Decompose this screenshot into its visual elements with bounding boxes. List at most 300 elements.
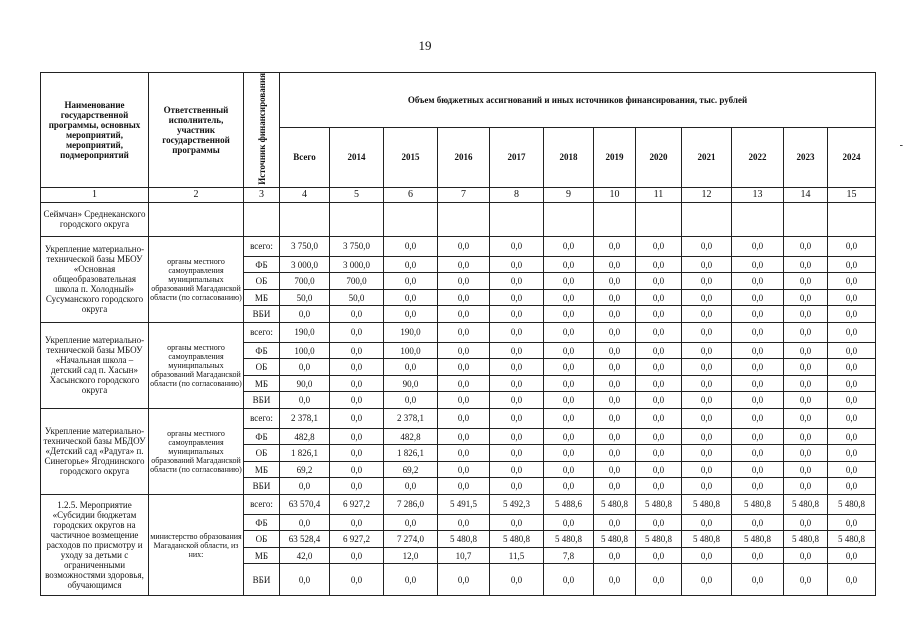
value-cell: 5 480,8 <box>594 531 636 548</box>
column-number: 3 <box>244 187 280 202</box>
value-cell: 0,0 <box>636 342 682 359</box>
value-cell: 0,0 <box>280 564 330 596</box>
value-cell: 0,0 <box>438 564 490 596</box>
value-cell: 0,0 <box>330 359 384 376</box>
value-cell: 0,0 <box>594 256 636 273</box>
value-cell: 0,0 <box>784 359 828 376</box>
value-cell: 0,0 <box>330 375 384 392</box>
year-header: 2021 <box>682 128 732 188</box>
value-cell: 3 750,0 <box>330 236 384 256</box>
value-cell: 0,0 <box>784 236 828 256</box>
column-number: 9 <box>544 187 594 202</box>
value-cell: 0,0 <box>330 322 384 342</box>
table-row <box>41 236 876 256</box>
source-cell: ОБ <box>244 531 280 548</box>
source-cell: ОБ <box>244 273 280 290</box>
value-cell: 0,0 <box>438 306 490 323</box>
year-header: 2017 <box>490 128 544 188</box>
value-cell: 0,0 <box>828 273 876 290</box>
source-cell: МБ <box>244 375 280 392</box>
value-cell: 3 750,0 <box>280 236 330 256</box>
value-cell: 0,0 <box>490 289 544 306</box>
value-cell: 0,0 <box>828 342 876 359</box>
year-header: 2019 <box>594 128 636 188</box>
value-cell: 0,0 <box>784 322 828 342</box>
value-cell: 69,2 <box>280 461 330 478</box>
value-cell: 0,0 <box>384 478 438 495</box>
value-cell: 5 480,8 <box>784 494 828 514</box>
column-number: 15 <box>828 187 876 202</box>
value-cell: 0,0 <box>438 236 490 256</box>
value-cell: 0,0 <box>490 445 544 462</box>
value-cell: 482,8 <box>384 428 438 445</box>
value-cell: 0,0 <box>732 322 784 342</box>
value-cell: 0,0 <box>384 564 438 596</box>
value-cell: 0,0 <box>682 375 732 392</box>
value-cell: 0,0 <box>636 359 682 376</box>
value-cell: 0,0 <box>384 256 438 273</box>
column-number: 12 <box>682 187 732 202</box>
value-cell: 0,0 <box>438 461 490 478</box>
value-cell: 0,0 <box>330 428 384 445</box>
value-cell: 0,0 <box>438 392 490 409</box>
value-cell: 0,0 <box>732 428 784 445</box>
value-cell: 0,0 <box>438 408 490 428</box>
value-cell: 0,0 <box>438 445 490 462</box>
value-cell: 0,0 <box>636 478 682 495</box>
value-cell: 0,0 <box>490 514 544 531</box>
value-cell: 0,0 <box>682 547 732 564</box>
value-cell: 90,0 <box>384 375 438 392</box>
value-cell: 0,0 <box>594 273 636 290</box>
value-cell: 0,0 <box>544 564 594 596</box>
value-cell: 0,0 <box>828 322 876 342</box>
value-cell: 0,0 <box>636 256 682 273</box>
value-cell: 0,0 <box>490 375 544 392</box>
value-cell: 0,0 <box>330 547 384 564</box>
value-cell: 0,0 <box>682 392 732 409</box>
value-cell: 63 570,4 <box>280 494 330 514</box>
value-cell: 0,0 <box>682 306 732 323</box>
value-cell: 0,0 <box>594 514 636 531</box>
value-cell: 0,0 <box>544 392 594 409</box>
value-cell: 0,0 <box>784 256 828 273</box>
value-cell: 0,0 <box>438 256 490 273</box>
source-cell: всего: <box>244 408 280 428</box>
column-number: 4 <box>280 187 330 202</box>
value-cell: 5 480,8 <box>636 531 682 548</box>
value-cell: 0,0 <box>438 273 490 290</box>
budget-table <box>40 72 876 596</box>
year-header: 2024 <box>828 128 876 188</box>
value-cell: 0,0 <box>732 514 784 531</box>
value-cell: 0,0 <box>544 514 594 531</box>
value-cell: 0,0 <box>490 392 544 409</box>
value-cell: 0,0 <box>636 236 682 256</box>
value-cell: 0,0 <box>732 289 784 306</box>
program-name-cell: Укрепление материально-технической базы МБОУ «Начальная школа – детский сад п. Хасын» Хасынского городского округа <box>41 322 149 408</box>
value-cell: 0,0 <box>732 408 784 428</box>
value-cell: 90,0 <box>280 375 330 392</box>
responsible-cell: министерство образования Магаданской области, из них: <box>149 494 244 596</box>
col-header-responsible: Ответственный исполнитель, участник государственной программы <box>149 73 244 188</box>
value-cell: 0,0 <box>828 478 876 495</box>
value-cell: 0,0 <box>490 273 544 290</box>
value-cell: 0,0 <box>636 322 682 342</box>
value-cell: 0,0 <box>330 392 384 409</box>
column-number: 5 <box>330 187 384 202</box>
value-cell: 0,0 <box>636 547 682 564</box>
source-cell: всего: <box>244 494 280 514</box>
value-cell: 0,0 <box>636 461 682 478</box>
value-cell: 0,0 <box>828 461 876 478</box>
value-cell: 7,8 <box>544 547 594 564</box>
value-cell: 0,0 <box>682 236 732 256</box>
value-cell: 0,0 <box>330 514 384 531</box>
value-cell: 0,0 <box>784 461 828 478</box>
value-cell: 50,0 <box>330 289 384 306</box>
year-header: 2018 <box>544 128 594 188</box>
value-cell: 5 492,3 <box>490 494 544 514</box>
value-cell: 69,2 <box>384 461 438 478</box>
value-cell: 0,0 <box>784 342 828 359</box>
value-cell: 0,0 <box>784 564 828 596</box>
value-cell: 0,0 <box>594 408 636 428</box>
value-cell: 5 480,8 <box>438 531 490 548</box>
value-cell: 0,0 <box>384 306 438 323</box>
value-cell: 0,0 <box>544 322 594 342</box>
value-cell: 0,0 <box>490 236 544 256</box>
value-cell: 0,0 <box>330 461 384 478</box>
value-cell: 0,0 <box>828 392 876 409</box>
source-cell: ВБИ <box>244 478 280 495</box>
table-row <box>41 408 876 428</box>
value-cell: 0,0 <box>636 289 682 306</box>
value-cell: 0,0 <box>732 273 784 290</box>
value-cell: 0,0 <box>828 514 876 531</box>
value-cell: 0,0 <box>784 428 828 445</box>
value-cell: 7 274,0 <box>384 531 438 548</box>
value-cell: 0,0 <box>784 375 828 392</box>
source-cell: ОБ <box>244 359 280 376</box>
value-cell: 5 480,8 <box>732 494 784 514</box>
value-cell: 0,0 <box>438 478 490 495</box>
value-cell: 100,0 <box>384 342 438 359</box>
value-cell: 0,0 <box>544 256 594 273</box>
value-cell: 0,0 <box>732 445 784 462</box>
value-cell: 0,0 <box>330 564 384 596</box>
value-cell: 0,0 <box>828 359 876 376</box>
table-row <box>41 494 876 514</box>
responsible-cell: органы местного самоуправления муниципальных образований Магаданской области (по согласованию) <box>149 408 244 494</box>
value-cell: 0,0 <box>544 461 594 478</box>
value-cell: 0,0 <box>636 375 682 392</box>
value-cell: 0,0 <box>784 445 828 462</box>
table-row <box>41 322 876 342</box>
value-cell: 0,0 <box>594 306 636 323</box>
source-cell: всего: <box>244 322 280 342</box>
value-cell: 0,0 <box>732 547 784 564</box>
value-cell: 0,0 <box>636 273 682 290</box>
source-cell: ФБ <box>244 256 280 273</box>
source-cell: ВБИ <box>244 306 280 323</box>
year-header: 2022 <box>732 128 784 188</box>
value-cell: 700,0 <box>330 273 384 290</box>
value-cell: 0,0 <box>490 428 544 445</box>
value-cell: 0,0 <box>636 408 682 428</box>
source-cell: всего: <box>244 236 280 256</box>
value-cell: 0,0 <box>594 445 636 462</box>
source-cell: ОБ <box>244 445 280 462</box>
value-cell: 0,0 <box>636 445 682 462</box>
column-number: 8 <box>490 187 544 202</box>
program-name-cell: Укрепление материально-технической базы МБОУ «Основная общеобразовательная школа п. Холодный» Сусуманского городского округа <box>41 236 149 322</box>
value-cell: 0,0 <box>828 375 876 392</box>
value-cell: 0,0 <box>544 342 594 359</box>
value-cell: 0,0 <box>828 428 876 445</box>
value-cell: 0,0 <box>544 375 594 392</box>
value-cell: 0,0 <box>732 342 784 359</box>
value-cell: 0,0 <box>438 359 490 376</box>
value-cell: 0,0 <box>636 306 682 323</box>
value-cell: 0,0 <box>732 478 784 495</box>
value-cell: 0,0 <box>490 322 544 342</box>
value-cell: 190,0 <box>384 322 438 342</box>
value-cell: 0,0 <box>594 322 636 342</box>
value-cell: 5 480,8 <box>594 494 636 514</box>
value-cell: 0,0 <box>594 478 636 495</box>
value-cell: 0,0 <box>682 564 732 596</box>
value-cell: 0,0 <box>280 359 330 376</box>
value-cell: 0,0 <box>594 375 636 392</box>
value-cell: 0,0 <box>490 564 544 596</box>
value-cell: 50,0 <box>280 289 330 306</box>
source-cell: ВБИ <box>244 392 280 409</box>
source-cell: МБ <box>244 461 280 478</box>
source-cell: МБ <box>244 547 280 564</box>
value-cell: 0,0 <box>280 392 330 409</box>
value-cell: 0,0 <box>682 256 732 273</box>
value-cell: 0,0 <box>682 342 732 359</box>
value-cell: 0,0 <box>828 564 876 596</box>
col-header-name: Наименование государственной программы, основных мероприятий, мероприятий, подмероприятий <box>41 73 149 188</box>
responsible-cell: органы местного самоуправления муниципальных образований Магаданской области (по согласованию) <box>149 236 244 322</box>
value-cell: 0,0 <box>384 236 438 256</box>
value-cell: 0,0 <box>490 306 544 323</box>
value-cell: 700,0 <box>280 273 330 290</box>
column-number: 13 <box>732 187 784 202</box>
value-cell: 0,0 <box>682 478 732 495</box>
value-cell: 0,0 <box>732 306 784 323</box>
value-cell: 0,0 <box>732 461 784 478</box>
value-cell: 0,0 <box>438 428 490 445</box>
column-number: 11 <box>636 187 682 202</box>
intro-row <box>41 202 876 236</box>
value-cell: 0,0 <box>544 236 594 256</box>
page-number: 19 <box>418 38 432 53</box>
source-cell: ВБИ <box>244 564 280 596</box>
value-cell: 0,0 <box>594 236 636 256</box>
col-header-volume: Объем бюджетных ассигнований и иных источников финансирования, тыс. рублей <box>280 73 876 128</box>
value-cell: 0,0 <box>594 342 636 359</box>
value-cell: 0,0 <box>330 342 384 359</box>
value-cell: 0,0 <box>784 408 828 428</box>
column-number: 6 <box>384 187 438 202</box>
value-cell: 0,0 <box>544 428 594 445</box>
value-cell: 0,0 <box>828 236 876 256</box>
value-cell: 0,0 <box>784 289 828 306</box>
value-cell: 0,0 <box>784 478 828 495</box>
value-cell: 6 927,2 <box>330 531 384 548</box>
value-cell: 0,0 <box>544 273 594 290</box>
column-number: 7 <box>438 187 490 202</box>
source-cell: ФБ <box>244 342 280 359</box>
value-cell: 0,0 <box>732 236 784 256</box>
value-cell: 0,0 <box>732 256 784 273</box>
value-cell: 5 480,8 <box>732 531 784 548</box>
value-cell: 0,0 <box>544 478 594 495</box>
program-name-cell: 1.2.5. Мероприятие «Субсидии бюджетам городских округов на частичное возмещение расходов по присмотру и уходу за детьми с ограниченными возможностями здоровья, обучающимся <box>41 494 149 596</box>
value-cell: 0,0 <box>682 322 732 342</box>
value-cell: 0,0 <box>732 375 784 392</box>
value-cell: 0,0 <box>544 408 594 428</box>
value-cell: 42,0 <box>280 547 330 564</box>
source-cell: ФБ <box>244 428 280 445</box>
value-cell: 5 491,5 <box>438 494 490 514</box>
value-cell: 0,0 <box>438 375 490 392</box>
value-cell: 1 826,1 <box>384 445 438 462</box>
value-cell: 0,0 <box>544 359 594 376</box>
value-cell: 0,0 <box>594 359 636 376</box>
value-cell: 0,0 <box>682 461 732 478</box>
value-cell: 0,0 <box>280 514 330 531</box>
value-cell: 0,0 <box>682 445 732 462</box>
value-cell: 0,0 <box>636 564 682 596</box>
value-cell: 6 927,2 <box>330 494 384 514</box>
column-number: 10 <box>594 187 636 202</box>
value-cell: 0,0 <box>438 514 490 531</box>
program-name-cell: Укрепление материально-технической базы МБДОУ «Детский сад «Радуга» п. Синегорье» Ягоднинского городского округа <box>41 408 149 494</box>
value-cell: 0,0 <box>732 392 784 409</box>
value-cell: 7 286,0 <box>384 494 438 514</box>
value-cell: 0,0 <box>828 547 876 564</box>
year-header: Всего <box>280 128 330 188</box>
year-header: 2015 <box>384 128 438 188</box>
value-cell: 190,0 <box>280 322 330 342</box>
value-cell: 5 480,8 <box>828 531 876 548</box>
responsible-cell: органы местного самоуправления муниципальных образований Магаданской области (по согласованию) <box>149 322 244 408</box>
year-header: 2016 <box>438 128 490 188</box>
margin-mark: - <box>899 140 903 151</box>
value-cell: 0,0 <box>490 359 544 376</box>
value-cell: 0,0 <box>828 445 876 462</box>
value-cell: 0,0 <box>682 273 732 290</box>
value-cell: 5 480,8 <box>784 531 828 548</box>
value-cell: 0,0 <box>636 428 682 445</box>
value-cell: 0,0 <box>784 392 828 409</box>
source-cell: ФБ <box>244 514 280 531</box>
value-cell: 0,0 <box>280 478 330 495</box>
value-cell: 0,0 <box>828 289 876 306</box>
value-cell: 0,0 <box>784 273 828 290</box>
value-cell: 0,0 <box>682 289 732 306</box>
value-cell: 0,0 <box>732 564 784 596</box>
column-number: 1 <box>41 187 149 202</box>
value-cell: 12,0 <box>384 547 438 564</box>
value-cell: 0,0 <box>594 547 636 564</box>
value-cell: 0,0 <box>330 445 384 462</box>
value-cell: 3 000,0 <box>280 256 330 273</box>
value-cell: 0,0 <box>732 359 784 376</box>
value-cell: 0,0 <box>544 306 594 323</box>
value-cell: 0,0 <box>636 392 682 409</box>
value-cell: 0,0 <box>682 428 732 445</box>
value-cell: 0,0 <box>330 478 384 495</box>
value-cell: 0,0 <box>682 408 732 428</box>
value-cell: 11,5 <box>490 547 544 564</box>
value-cell: 482,8 <box>280 428 330 445</box>
value-cell: 0,0 <box>384 289 438 306</box>
value-cell: 0,0 <box>594 428 636 445</box>
value-cell: 0,0 <box>594 392 636 409</box>
value-cell: 0,0 <box>384 273 438 290</box>
value-cell: 0,0 <box>682 514 732 531</box>
value-cell: 0,0 <box>490 461 544 478</box>
value-cell: 0,0 <box>544 289 594 306</box>
column-number: 14 <box>784 187 828 202</box>
value-cell: 3 000,0 <box>330 256 384 273</box>
value-cell: 10,7 <box>438 547 490 564</box>
value-cell: 5 480,8 <box>490 531 544 548</box>
year-header: 2014 <box>330 128 384 188</box>
value-cell: 0,0 <box>828 306 876 323</box>
year-header: 2020 <box>636 128 682 188</box>
value-cell: 0,0 <box>784 547 828 564</box>
value-cell: 5 480,8 <box>544 531 594 548</box>
value-cell: 0,0 <box>636 514 682 531</box>
value-cell: 0,0 <box>384 359 438 376</box>
value-cell: 2 378,1 <box>280 408 330 428</box>
intro-cell: Сеймчан» Среднеканского городского округа <box>41 202 149 236</box>
value-cell: 0,0 <box>490 408 544 428</box>
col-header-source: Источник финансирования <box>244 73 280 188</box>
value-cell: 0,0 <box>384 514 438 531</box>
value-cell: 5 488,6 <box>544 494 594 514</box>
value-cell: 5 480,8 <box>636 494 682 514</box>
value-cell: 0,0 <box>594 461 636 478</box>
value-cell: 0,0 <box>280 306 330 323</box>
year-header: 2023 <box>784 128 828 188</box>
value-cell: 0,0 <box>544 445 594 462</box>
column-number: 2 <box>149 187 244 202</box>
value-cell: 0,0 <box>490 342 544 359</box>
value-cell: 0,0 <box>438 289 490 306</box>
value-cell: 0,0 <box>594 564 636 596</box>
value-cell: 1 826,1 <box>280 445 330 462</box>
value-cell: 63 528,4 <box>280 531 330 548</box>
value-cell: 0,0 <box>828 408 876 428</box>
value-cell: 5 480,8 <box>828 494 876 514</box>
value-cell: 5 480,8 <box>682 494 732 514</box>
value-cell: 2 378,1 <box>384 408 438 428</box>
value-cell: 0,0 <box>330 408 384 428</box>
value-cell: 0,0 <box>490 256 544 273</box>
value-cell: 0,0 <box>784 514 828 531</box>
value-cell: 0,0 <box>828 256 876 273</box>
value-cell: 100,0 <box>280 342 330 359</box>
value-cell: 5 480,8 <box>682 531 732 548</box>
value-cell: 0,0 <box>438 342 490 359</box>
